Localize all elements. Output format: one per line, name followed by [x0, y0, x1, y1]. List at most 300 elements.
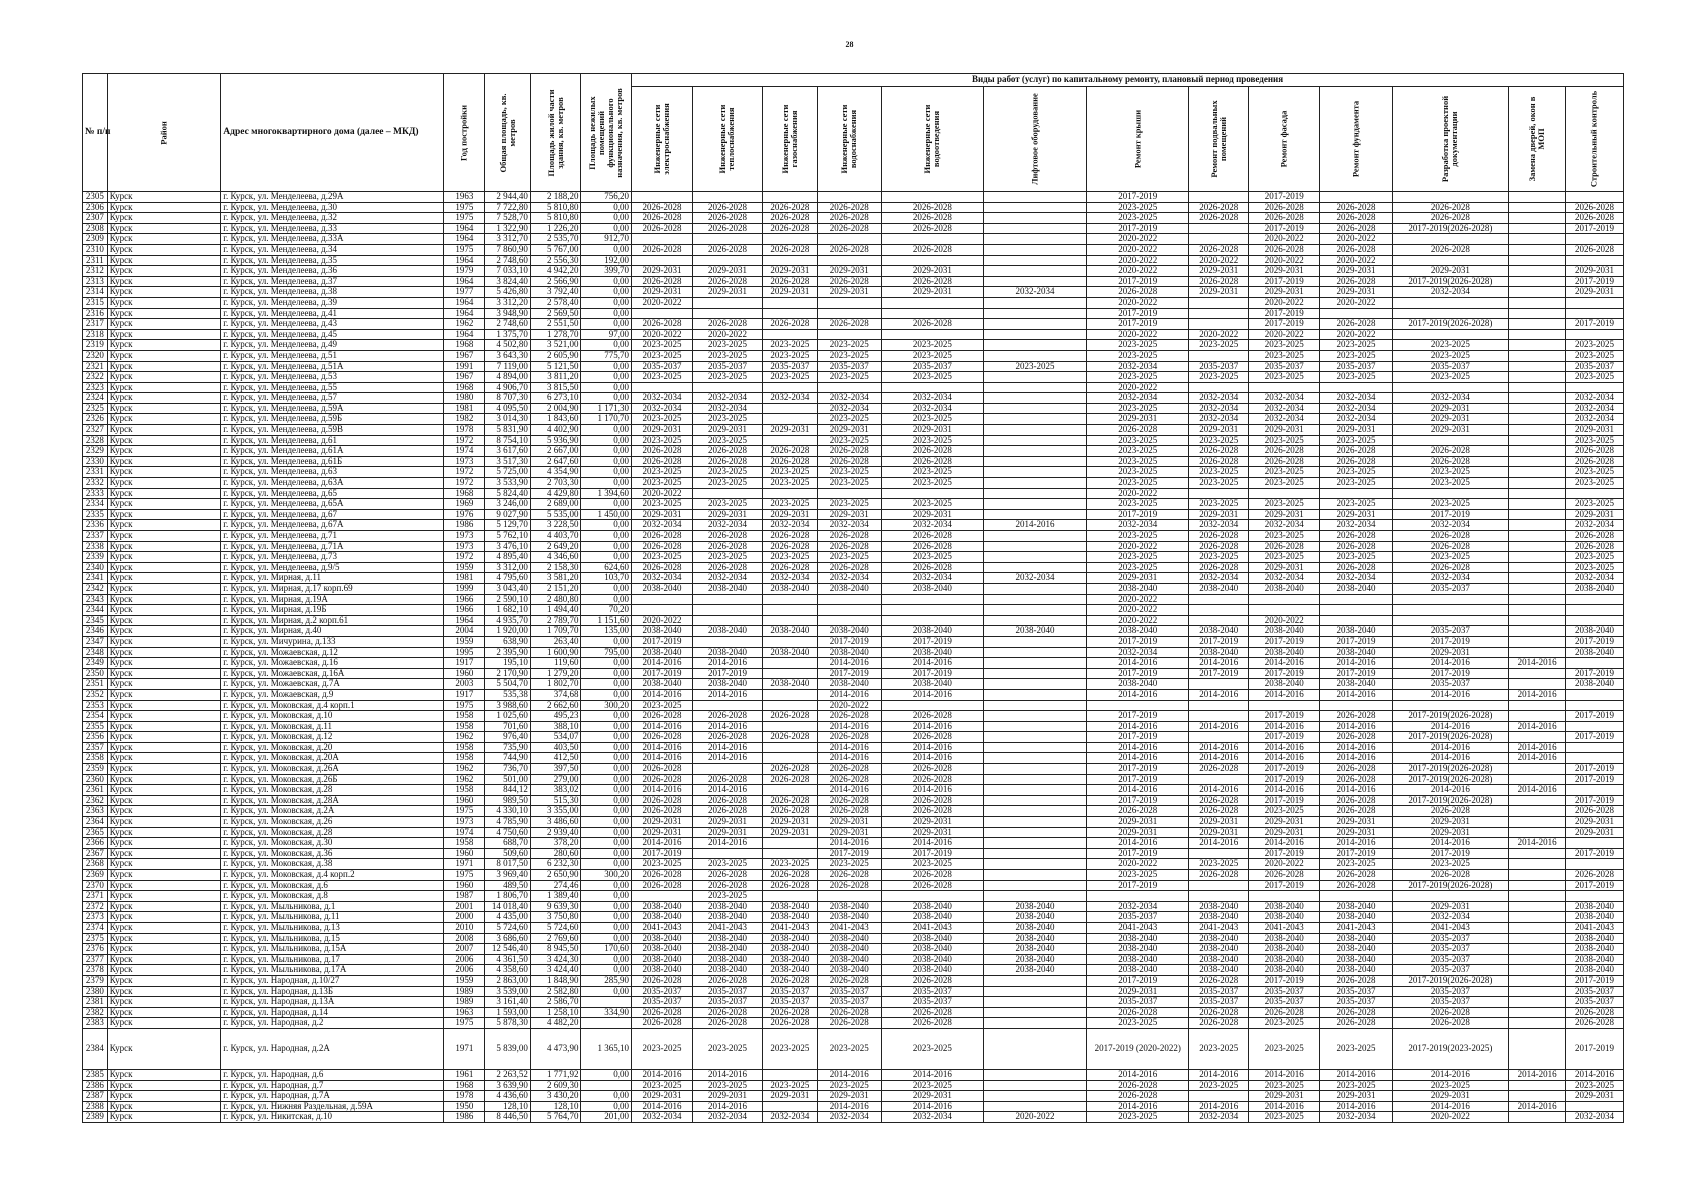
table-cell: 2035-2037 [763, 361, 818, 372]
table-row [83, 234, 1624, 245]
table-cell: 2026-2028 [1320, 244, 1392, 255]
table-cell: 2020-2022 [1087, 615, 1189, 626]
table-cell: 2014-2016 [1392, 689, 1509, 700]
table-cell [1509, 1028, 1566, 1069]
table-cell: 3 430,20 [530, 1091, 581, 1102]
table-cell: 2014-2016 [1087, 1101, 1189, 1112]
table-cell: 2026-2028 [763, 456, 818, 467]
table-cell: 2026-2028 [817, 223, 881, 234]
table-cell: 2026-2028 [881, 870, 983, 881]
table-cell: г. Курск, ул. Можаевская, д.12 [221, 647, 444, 658]
col-header-heat: Инженерные сети теплоснабжения [692, 87, 762, 192]
table-cell [983, 234, 1086, 245]
table-cell: 2014-2016 [1392, 721, 1509, 732]
table-cell: 2020-2022 [817, 700, 881, 711]
table-cell: 2041-2043 [817, 922, 881, 933]
table-cell: 2038-2040 [881, 626, 983, 637]
table-cell: 1 771,92 [530, 1069, 581, 1080]
table-cell: 2309 [83, 234, 108, 245]
table-cell: 2029-2031 [881, 509, 983, 520]
table-cell: 2023-2025 [1565, 562, 1623, 573]
table-cell: 2041-2043 [1087, 922, 1189, 933]
table-cell [817, 255, 881, 266]
table-cell: 1 494,40 [530, 605, 581, 616]
table-cell: 2032-2034 [881, 1112, 983, 1123]
table-cell: 2017-2019 [1087, 975, 1189, 986]
table-cell: 2035-2037 [1249, 361, 1320, 372]
table-cell: 2026-2028 [632, 870, 693, 881]
table-cell: 2023-2025 [1565, 552, 1623, 563]
table-row [83, 997, 1624, 1008]
table-cell: 2017-2019(2023-2025) [1392, 1028, 1509, 1069]
table-row [83, 880, 1624, 891]
table-cell [881, 234, 983, 245]
table-cell: 2317 [83, 319, 108, 330]
table-cell: 2017-2019 [1565, 764, 1623, 775]
table-cell [1509, 382, 1566, 393]
table-cell [1565, 1101, 1623, 1112]
table-cell: 2026-2028 [1320, 870, 1392, 881]
table-cell [1509, 891, 1566, 902]
table-cell: 2023-2025 [692, 859, 762, 870]
table-cell: 1 682,10 [485, 605, 530, 616]
table-cell: 2023-2025 [763, 1080, 818, 1091]
table-cell: 2035-2037 [1320, 986, 1392, 997]
table-cell: 2014-2016 [1249, 1069, 1320, 1080]
table-cell: г. Курск, ул. Мыльникова, д.11 [221, 912, 444, 923]
table-cell: 285,90 [581, 975, 632, 986]
table-cell: 2029-2031 [1565, 509, 1623, 520]
table-cell: 5 810,80 [530, 202, 581, 213]
table-cell: 2026-2028 [881, 764, 983, 775]
table-cell: 2026-2028 [1189, 795, 1249, 806]
table-cell [1509, 647, 1566, 658]
table-cell: 4 361,50 [485, 954, 530, 965]
table-cell [983, 456, 1086, 467]
col-header-water: Инженерные сети водоснабжения [817, 87, 881, 192]
table-cell: 2029-2031 [763, 509, 818, 520]
table-cell: 3 228,50 [530, 520, 581, 531]
table-cell [983, 1101, 1086, 1112]
table-cell: 535,38 [485, 689, 530, 700]
table-cell: 2041-2043 [1189, 922, 1249, 933]
table-cell [1249, 605, 1320, 616]
table-cell: Курск [107, 308, 221, 319]
table-cell: 2026-2028 [881, 276, 983, 287]
table-cell: 2029-2031 [817, 509, 881, 520]
table-cell: 2026-2028 [692, 880, 762, 891]
table-cell: 2038-2040 [1249, 933, 1320, 944]
table-cell [1392, 435, 1509, 446]
table-cell: 2023-2025 [1249, 350, 1320, 361]
table-cell: 2014-2016 [632, 838, 693, 849]
table-cell: г. Курск, ул. Можаевская, д.16А [221, 668, 444, 679]
table-cell: 2032-2034 [1249, 573, 1320, 584]
table-cell: 2032-2034 [1320, 414, 1392, 425]
table-cell: 2026-2028 [1249, 213, 1320, 224]
table-cell: 2032-2034 [632, 403, 693, 414]
table-cell: 2032-2034 [1392, 520, 1509, 531]
table-cell: 2038-2040 [881, 954, 983, 965]
table-cell: 2310 [83, 244, 108, 255]
table-cell: Курск [107, 795, 221, 806]
table-cell [983, 742, 1086, 753]
col-header-nonresidential-area: Площадь нежилых помещений функционального назначения, кв. метров [581, 74, 632, 192]
table-cell: 1968 [444, 1080, 485, 1091]
table-cell: г. Курск, ул. Менделеева, д.73 [221, 552, 444, 563]
table-cell: 2 939,40 [530, 827, 581, 838]
table-cell: 2038-2040 [1189, 583, 1249, 594]
table-cell: 2032-2034 [1249, 393, 1320, 404]
table-cell: 2026-2028 [1320, 806, 1392, 817]
table-cell: 2038-2040 [1189, 933, 1249, 944]
table-cell: 2313 [83, 276, 108, 287]
table-cell [1509, 520, 1566, 531]
table-cell: 2032-2034 [692, 403, 762, 414]
table-cell: 1964 [444, 329, 485, 340]
table-cell: 2026-2028 [881, 806, 983, 817]
table-cell: 2026-2028 [692, 774, 762, 785]
table-cell: 2006 [444, 954, 485, 965]
table-cell: 2038-2040 [692, 901, 762, 912]
table-cell: 2014-2016 [817, 742, 881, 753]
table-row [83, 1069, 1624, 1080]
table-cell: Курск [107, 880, 221, 891]
table-cell: 1 848,90 [530, 975, 581, 986]
table-cell: Курск [107, 467, 221, 478]
table-cell: 2378 [83, 965, 108, 976]
table-cell: 2020-2022 [632, 297, 693, 308]
table-cell: 2026-2028 [1320, 223, 1392, 234]
table-cell: 1 025,60 [485, 711, 530, 722]
table-cell: 2032-2034 [881, 520, 983, 531]
table-cell: 2035-2037 [1249, 997, 1320, 1008]
table-cell: Курск [107, 679, 221, 690]
table-cell [1509, 965, 1566, 976]
table-cell [1509, 764, 1566, 775]
table-cell: 2026-2028 [881, 213, 983, 224]
repair-schedule-sheet [82, 73, 1624, 1123]
table-cell: Курск [107, 912, 221, 923]
table-cell: 2038-2040 [817, 912, 881, 923]
table-cell: 2038-2040 [881, 944, 983, 955]
table-cell: г. Курск, ул. Менделеева, д.29А [221, 192, 444, 203]
table-cell [1565, 382, 1623, 393]
table-cell: 2038-2040 [1087, 944, 1189, 955]
table-cell: 2032-2034 [983, 287, 1086, 298]
table-cell: 2017-2019 [881, 636, 983, 647]
table-cell: 2026-2028 [763, 764, 818, 775]
table-cell [983, 1080, 1086, 1091]
table-cell: 3 686,60 [485, 933, 530, 944]
table-cell: 2029-2031 [692, 287, 762, 298]
table-cell [881, 255, 983, 266]
table-cell: 2014-2016 [1087, 785, 1189, 796]
table-cell: 2038-2040 [632, 626, 693, 637]
table-cell: Курск [107, 425, 221, 436]
table-row [83, 848, 1624, 859]
table-cell: 274,46 [530, 880, 581, 891]
table-cell [817, 488, 881, 499]
table-cell: 1978 [444, 1091, 485, 1102]
table-cell [983, 689, 1086, 700]
table-cell: Курск [107, 891, 221, 902]
table-cell: 2017-2019 [1565, 223, 1623, 234]
table-cell: 2347 [83, 636, 108, 647]
table-cell: 280,60 [530, 848, 581, 859]
table-cell: Курск [107, 1028, 221, 1069]
table-cell [763, 742, 818, 753]
table-cell: 2032-2034 [1565, 573, 1623, 584]
table-cell: 2038-2040 [1087, 679, 1189, 690]
table-cell: 2340 [83, 562, 108, 573]
table-cell: 0,00 [581, 806, 632, 817]
table-cell: 2023-2025 [1565, 340, 1623, 351]
table-cell: 2029-2031 [632, 1091, 693, 1102]
table-cell [763, 721, 818, 732]
table-cell: 2 647,60 [530, 456, 581, 467]
table-cell: 2023-2025 [1565, 467, 1623, 478]
table-cell: 2023-2025 [1087, 340, 1189, 351]
table-cell: 2020-2022 [1087, 541, 1189, 552]
table-cell: 2029-2031 [1249, 817, 1320, 828]
table-cell: 2026-2028 [1320, 774, 1392, 785]
table-cell: 2026-2028 [632, 975, 693, 986]
table-cell [763, 605, 818, 616]
table-cell: 2026-2028 [1392, 531, 1509, 542]
table-cell: 2026-2028 [1189, 562, 1249, 573]
table-cell: 2035-2037 [632, 997, 693, 1008]
table-row [83, 478, 1624, 489]
table-cell: 2 649,20 [530, 541, 581, 552]
table-cell: 2334 [83, 499, 108, 510]
table-cell: 4 942,20 [530, 266, 581, 277]
table-cell: 0,00 [581, 859, 632, 870]
table-cell: 2014-2016 [983, 520, 1086, 531]
table-cell: Курск [107, 615, 221, 626]
table-cell: 5 426,80 [485, 287, 530, 298]
table-cell [581, 1018, 632, 1029]
table-cell: Курск [107, 552, 221, 563]
table-cell: Курск [107, 785, 221, 796]
table-cell: 2038-2040 [1249, 954, 1320, 965]
table-cell: 2038-2040 [983, 626, 1086, 637]
table-cell: г. Курск, ул. Можаевская, д.9 [221, 689, 444, 700]
table-cell: 2014-2016 [817, 753, 881, 764]
table-cell: 2038-2040 [1320, 626, 1392, 637]
table-row [83, 891, 1624, 902]
table-cell: 2026-2028 [817, 562, 881, 573]
table-cell: 2014-2016 [1087, 1069, 1189, 1080]
table-cell: 1958 [444, 742, 485, 753]
table-cell: 2035-2037 [1392, 965, 1509, 976]
table-cell: 2038-2040 [632, 679, 693, 690]
table-cell: 2032-2034 [1392, 393, 1509, 404]
table-cell: 2032-2034 [1320, 403, 1392, 414]
table-cell: 1960 [444, 880, 485, 891]
table-cell: 2038-2040 [1565, 647, 1623, 658]
table-cell: 2038-2040 [692, 933, 762, 944]
table-cell: 2383 [83, 1018, 108, 1029]
table-cell: 7 528,70 [485, 213, 530, 224]
table-cell: 1995 [444, 647, 485, 658]
table-cell: 2329 [83, 446, 108, 457]
table-cell: 2020-2022 [1249, 615, 1320, 626]
table-row [83, 340, 1624, 351]
table-cell: 0,00 [581, 1091, 632, 1102]
table-cell: 2017-2019 [1565, 795, 1623, 806]
table-cell: 170,60 [581, 944, 632, 955]
table-cell [692, 764, 762, 775]
table-cell: 2026-2028 [817, 764, 881, 775]
table-cell: 2026-2028 [763, 795, 818, 806]
table-cell: г. Курск, ул. Мирная, д.2 корп.61 [221, 615, 444, 626]
table-cell: 2014-2016 [1189, 689, 1249, 700]
table-cell: 2026-2028 [817, 806, 881, 817]
table-cell: 2014-2016 [1087, 753, 1189, 764]
table-cell: 2014-2016 [881, 721, 983, 732]
table-cell [1189, 192, 1249, 203]
table-cell: Курск [107, 806, 221, 817]
table-cell: 2373 [83, 912, 108, 923]
table-cell: 2017-2019 [1249, 276, 1320, 287]
table-cell: 2020-2022 [632, 329, 693, 340]
table-cell: Курск [107, 711, 221, 722]
table-cell: 2032-2034 [1189, 414, 1249, 425]
table-row [83, 372, 1624, 383]
table-cell: 2038-2040 [1249, 583, 1320, 594]
table-cell: 2023-2025 [1087, 531, 1189, 542]
table-cell: 2029-2031 [1392, 817, 1509, 828]
table-cell: 2 395,90 [485, 647, 530, 658]
table-cell: 397,50 [530, 764, 581, 775]
table-cell: 0,00 [581, 520, 632, 531]
table-cell: 2017-2019 [632, 668, 693, 679]
table-cell: 509,60 [485, 848, 530, 859]
table-cell: 2020-2022 [1087, 297, 1189, 308]
table-cell: 2337 [83, 531, 108, 542]
table-cell: г. Курск, ул. Менделеева, д.65 [221, 488, 444, 499]
table-row [83, 975, 1624, 986]
table-cell [983, 997, 1086, 1008]
table-cell: 2026-2028 [632, 562, 693, 573]
table-cell: 5 121,50 [530, 361, 581, 372]
table-cell [1189, 234, 1249, 245]
table-cell [1565, 721, 1623, 732]
table-cell: 2038-2040 [763, 912, 818, 923]
table-cell: 2020-2022 [1249, 297, 1320, 308]
table-cell [1189, 605, 1249, 616]
table-cell: 2023-2025 [1392, 552, 1509, 563]
table-cell: 2023-2025 [692, 1028, 762, 1069]
table-cell: 8 945,50 [530, 944, 581, 955]
table-cell: 2026-2028 [692, 975, 762, 986]
table-cell: 2035-2037 [1565, 997, 1623, 1008]
table-cell: 2032-2034 [817, 393, 881, 404]
table-cell: г. Курск, ул. Народная, д.13Б [221, 986, 444, 997]
table-cell: 495,23 [530, 711, 581, 722]
table-cell [1565, 297, 1623, 308]
table-cell: 2026-2028 [817, 244, 881, 255]
table-cell [983, 658, 1086, 669]
table-cell [632, 605, 693, 616]
table-row [83, 425, 1624, 436]
table-cell: 2020-2022 [1249, 329, 1320, 340]
table-cell [1565, 700, 1623, 711]
table-cell: 2026-2028 [632, 202, 693, 213]
table-cell: 1 389,40 [530, 891, 581, 902]
table-cell: г. Курск, ул. Можаевская, д.16 [221, 658, 444, 669]
table-cell: 1972 [444, 552, 485, 563]
table-cell: 2364 [83, 817, 108, 828]
table-cell: 2014-2016 [1392, 785, 1509, 796]
table-cell: Курск [107, 562, 221, 573]
table-cell: 2023-2025 [1189, 435, 1249, 446]
table-cell: Курск [107, 541, 221, 552]
table-cell: 2023-2025 [1392, 350, 1509, 361]
table-cell: 1982 [444, 414, 485, 425]
table-cell: 2014-2016 [1509, 753, 1566, 764]
table-row [83, 467, 1624, 478]
table-cell: 3 424,40 [530, 965, 581, 976]
table-cell: 0,00 [581, 742, 632, 753]
table-cell: 2017-2019(2026-2028) [1392, 764, 1509, 775]
table-cell: Курск [107, 965, 221, 976]
table-cell: 2023-2025 [881, 350, 983, 361]
table-cell: 2035-2037 [817, 361, 881, 372]
table-cell: 1975 [444, 202, 485, 213]
table-cell: 1 802,70 [530, 679, 581, 690]
table-cell: 2014-2016 [1320, 721, 1392, 732]
table-cell: 2023-2025 [763, 859, 818, 870]
table-cell [1509, 594, 1566, 605]
table-cell: 2032-2034 [692, 573, 762, 584]
table-cell: 2023-2025 [1320, 467, 1392, 478]
table-cell: 2038-2040 [1320, 901, 1392, 912]
table-cell: 2020-2022 [1249, 234, 1320, 245]
table-cell: 2014-2016 [1087, 742, 1189, 753]
table-cell: 2023-2025 [881, 372, 983, 383]
table-cell: 0,00 [581, 838, 632, 849]
table-cell [1565, 192, 1623, 203]
table-cell [692, 700, 762, 711]
table-cell: 2023-2025 [1249, 499, 1320, 510]
table-cell: 2023-2025 [763, 499, 818, 510]
table-cell: 2038-2040 [983, 922, 1086, 933]
table-cell: 0,00 [581, 340, 632, 351]
page-number: 28 [845, 40, 854, 49]
table-cell: 2020-2022 [1320, 255, 1392, 266]
table-row [83, 244, 1624, 255]
table-cell [1509, 562, 1566, 573]
table-cell: 2017-2019(2026-2028) [1392, 732, 1509, 743]
table-cell: 2023-2025 [1565, 372, 1623, 383]
table-cell: 2038-2040 [983, 901, 1086, 912]
table-cell: 2014-2016 [1392, 838, 1509, 849]
table-cell: 2029-2031 [1087, 573, 1189, 584]
table-cell: 2026-2028 [881, 562, 983, 573]
table-cell: 2035-2037 [1392, 986, 1509, 997]
table-cell: г. Курск, ул. Мыльникова, д.15 [221, 933, 444, 944]
table-cell: 2023-2025 [817, 478, 881, 489]
table-cell: 2038-2040 [983, 965, 1086, 976]
table-cell: 3 792,40 [530, 287, 581, 298]
table-cell: г. Курск, ул. Моковская, д.6 [221, 880, 444, 891]
table-cell [983, 255, 1086, 266]
table-cell [1565, 891, 1623, 902]
table-cell: 2029-2031 [1565, 1091, 1623, 1102]
table-cell: 2 569,50 [530, 308, 581, 319]
